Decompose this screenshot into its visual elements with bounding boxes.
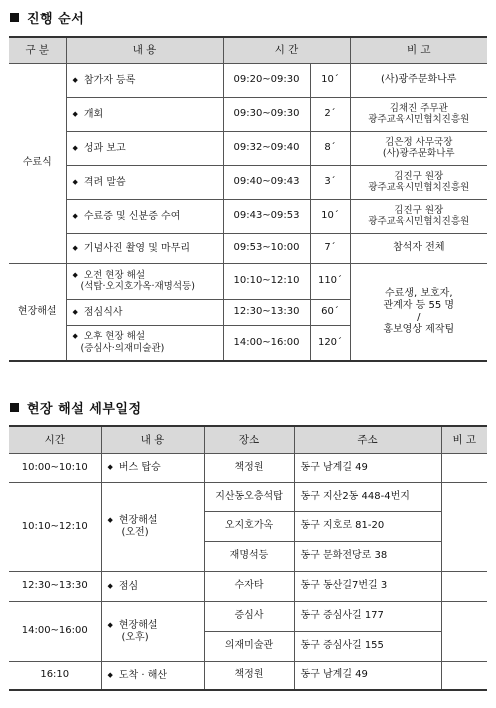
header-address: 주소 (294, 426, 441, 453)
row-content: ◆ 점심 (101, 571, 204, 601)
row-time: 10:00~10:10 (9, 453, 101, 482)
diamond-bullet-icon: ◆ (107, 463, 113, 471)
row-address: 동구 남계길 49 (294, 661, 441, 690)
site-tour-detail-table (9, 425, 487, 691)
diamond-bullet-icon: ◆ (107, 670, 113, 679)
row-duration: 3´ (310, 165, 350, 199)
row-note (441, 482, 487, 571)
row-time: 09:20~09:30 (223, 63, 310, 97)
row-note: 참석자 전체 (350, 233, 487, 263)
table-header-row (9, 426, 487, 453)
header-note: 비 고 (441, 426, 487, 453)
program-order-table (9, 36, 487, 362)
row-note: 김진구 원장 광주교육시민협치진흥원 (350, 165, 487, 199)
header-note: 비 고 (350, 37, 487, 63)
diamond-bullet-icon: ◆ (72, 75, 78, 84)
row-note (441, 661, 487, 690)
header-time: 시간 (9, 426, 101, 453)
row-duration: 10´ (310, 199, 350, 233)
diamond-bullet-icon: ◆ (72, 177, 78, 186)
table-row (9, 199, 487, 233)
row-content: ◆ 수료증 및 신분증 수여 (66, 199, 223, 233)
row-time: 10:10~12:10 (223, 263, 310, 299)
row-content: ◆ 격려 말씀 (66, 165, 223, 199)
row-note (441, 571, 487, 601)
row-note: 김은정 사무국장 (사)광주문화나루 (350, 131, 487, 165)
header-place: 장소 (204, 426, 294, 453)
table-header-row (9, 37, 487, 63)
row-note: 김채진 주무관 광주교육시민협치진흥원 (350, 97, 487, 131)
row-content: ◆ 도착 · 해산 (101, 661, 204, 690)
square-bullet-icon (10, 13, 19, 22)
row-time: 09:43~09:53 (223, 199, 310, 233)
table-row (9, 571, 487, 601)
table-row (9, 601, 487, 631)
group-label-graduation: 수료식 (9, 63, 66, 263)
diamond-bullet-icon: ◆ (72, 143, 78, 152)
row-place: 지산동오층석탑 (204, 482, 294, 511)
row-time: 10:10~12:10 (9, 482, 101, 571)
header-content: 내 용 (66, 37, 223, 63)
row-content: ◆ 오전 현장 해설 (석탑·오지호가옥·재명석등) (66, 263, 223, 299)
row-content: ◆ 점심식사 (66, 299, 223, 325)
row-address: 동구 지산2동 448-4번지 (294, 482, 441, 511)
row-duration: 2´ (310, 97, 350, 131)
row-note (441, 601, 487, 661)
row-content: ◆ 개회 (66, 97, 223, 131)
row-content: ◆ 버스 탑승 (101, 453, 204, 482)
section-title-schedule (10, 8, 84, 27)
row-note: 김진구 원장 광주교육시민협치진흥원 (350, 199, 487, 233)
row-duration: 60´ (310, 299, 350, 325)
row-duration: 120´ (310, 325, 350, 361)
row-address: 동구 동산길7번길 3 (294, 571, 441, 601)
header-category: 구 분 (9, 37, 66, 63)
group-label-site-tour: 현장해설 (9, 263, 66, 361)
section-title-text: 현장 해설 세부일정 (27, 402, 142, 417)
group-note: 수료생, 보호자, 관계자 등 55 명 / 홍보영상 제작팀 (350, 263, 487, 361)
section-title-text: 진행 순서 (27, 12, 85, 27)
row-time: 09:32~09:40 (223, 131, 310, 165)
row-note: (사)광주문화나루 (350, 63, 487, 97)
table-row (9, 453, 487, 482)
diamond-bullet-icon: ◆ (72, 332, 78, 341)
row-time: 12:30~13:30 (223, 299, 310, 325)
row-place: 책정원 (204, 661, 294, 690)
diamond-bullet-icon: ◆ (72, 307, 78, 316)
diamond-bullet-icon: ◆ (72, 243, 78, 252)
row-place: 수자타 (204, 571, 294, 601)
row-address: 동구 증심사길 177 (294, 601, 441, 631)
table-row (9, 97, 487, 131)
row-place: 증심사 (204, 601, 294, 631)
table-row (9, 661, 487, 690)
row-content: ◆ 현장해설 (오후) (101, 601, 204, 661)
row-time: 09:53~10:00 (223, 233, 310, 263)
row-place: 재명석등 (204, 541, 294, 571)
diamond-bullet-icon: ◆ (72, 270, 78, 279)
row-time: 14:00~16:00 (223, 325, 310, 361)
header-content: 내 용 (101, 426, 204, 453)
row-place: 오지호가옥 (204, 511, 294, 541)
table-row (9, 63, 487, 97)
header-time: 시 간 (223, 37, 350, 63)
row-place: 의재미술관 (204, 631, 294, 661)
square-bullet-icon (10, 403, 19, 412)
row-content: ◆ 성과 보고 (66, 131, 223, 165)
table-row (9, 263, 487, 299)
row-content: ◆ 현장해설 (오전) (101, 482, 204, 571)
row-time: 14:00~16:00 (9, 601, 101, 661)
row-content: ◆ 참가자 등록 (66, 63, 223, 97)
row-place: 책정원 (204, 453, 294, 482)
row-time: 16:10 (9, 661, 101, 690)
section-title-detail (10, 398, 142, 417)
row-duration: 7´ (310, 233, 350, 263)
diamond-bullet-icon: ◆ (107, 581, 113, 590)
table-row (9, 131, 487, 165)
diamond-bullet-icon: ◆ (107, 516, 113, 524)
row-address: 동구 문화전당로 38 (294, 541, 441, 571)
row-time: 09:30~09:30 (223, 97, 310, 131)
table-row (9, 165, 487, 199)
diamond-bullet-icon: ◆ (72, 211, 78, 220)
row-content: ◆ 기념사진 촬영 및 마무리 (66, 233, 223, 263)
table-row (9, 233, 487, 263)
row-address: 동구 남계길 49 (294, 453, 441, 482)
row-note (441, 453, 487, 482)
row-time: 12:30~13:30 (9, 571, 101, 601)
table-row (9, 482, 487, 511)
diamond-bullet-icon: ◆ (107, 620, 113, 629)
row-duration: 10´ (310, 63, 350, 97)
row-duration: 110´ (310, 263, 350, 299)
row-address: 동구 지호로 81-20 (294, 511, 441, 541)
row-address: 동구 증심사길 155 (294, 631, 441, 661)
row-content: ◆ 오후 현장 해설 (증심사·의재미술관) (66, 325, 223, 361)
row-time: 09:40~09:43 (223, 165, 310, 199)
row-duration: 8´ (310, 131, 350, 165)
diamond-bullet-icon: ◆ (72, 109, 78, 118)
